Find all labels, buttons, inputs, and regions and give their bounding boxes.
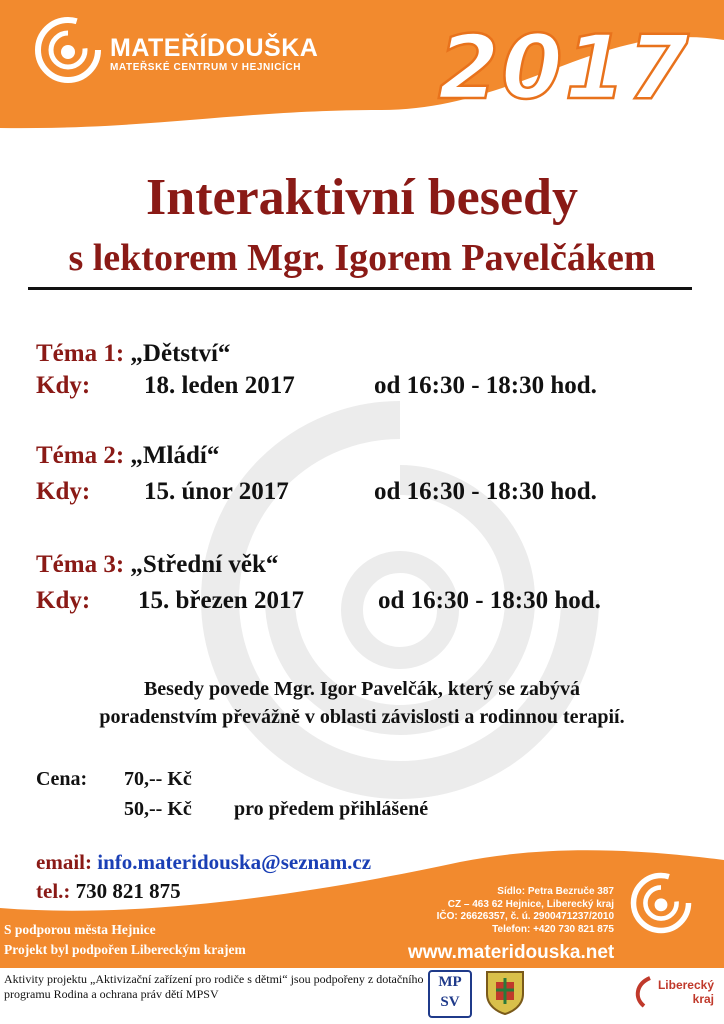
website-link[interactable]: www.materidouska.net bbox=[408, 942, 615, 963]
topic-name: „Střední věk“ bbox=[130, 551, 279, 578]
kraj-swoosh-icon bbox=[630, 976, 656, 1008]
footer-address bbox=[437, 886, 614, 936]
support-region: Projekt byl podpořen Libereckým krajem bbox=[4, 942, 246, 957]
when-label: Kdy: bbox=[36, 587, 91, 614]
description-line-1: Besedy povede Mgr. Igor Pavelčák, který se zabývá bbox=[143, 678, 581, 700]
price-regular: 70,-- Kč bbox=[124, 768, 192, 790]
address-line: CZ – 463 62 Hejnice, Liberecký kraj bbox=[447, 898, 614, 910]
brand-name: MATEŘÍDOUŠKA bbox=[110, 34, 319, 62]
topic-name: „Dětství“ bbox=[130, 340, 231, 367]
topic-2 bbox=[36, 442, 219, 470]
topic-date: 15. březen 2017 bbox=[138, 587, 304, 614]
mpsv-logo-top: MP bbox=[438, 974, 462, 990]
topic-date: 15. únor 2017 bbox=[144, 478, 289, 505]
hejnice-crest-icon bbox=[484, 968, 526, 1016]
when-label: Kdy: bbox=[36, 372, 91, 399]
phone-label: tel.: bbox=[36, 879, 71, 903]
title-divider bbox=[28, 287, 692, 290]
price-reduced: 50,-- Kč bbox=[124, 798, 192, 820]
materidouska-logo-icon bbox=[32, 14, 104, 86]
page-title: Interaktivní besedy bbox=[146, 169, 578, 226]
topic-label: Téma 3: bbox=[36, 551, 125, 578]
funding-note: Aktivity projektu „Aktivizační zařízení pro rodiče s dětmi“ jsou podpořeny z dotačního programu Rodina a ochrana práv dětí MPSV bbox=[4, 972, 424, 1001]
topic-name: „Mládí“ bbox=[130, 442, 220, 469]
topic-1 bbox=[36, 340, 230, 368]
mpsv-logo-bottom: SV bbox=[440, 994, 460, 1010]
topic-time: od 16:30 - 18:30 hod. bbox=[374, 372, 597, 399]
topic-label: Téma 1: bbox=[36, 340, 125, 367]
topic-time: od 16:30 - 18:30 hod. bbox=[378, 587, 601, 614]
phone-row bbox=[36, 879, 181, 904]
page-subtitle: s lektorem Mgr. Igorem Pavelčákem bbox=[68, 237, 656, 279]
materidouska-footer-logo-icon bbox=[628, 870, 694, 936]
price-reduced-note: pro předem přihlášené bbox=[234, 798, 429, 820]
mpsv-logo bbox=[428, 970, 472, 1018]
when-label: Kdy: bbox=[36, 478, 91, 505]
topic-3 bbox=[36, 551, 278, 579]
brand-subtitle: MATEŘSKÉ CENTRUM V HEJNICÍCH bbox=[110, 62, 302, 73]
phone-number: 730 821 875 bbox=[75, 879, 181, 903]
email-link[interactable]: info.materidouska@seznam.cz bbox=[97, 850, 372, 874]
topic-time: od 16:30 - 18:30 hod. bbox=[374, 478, 597, 505]
kraj-logo-line-2: kraj bbox=[692, 992, 714, 1006]
kraj-logo-line-1: Liberecký bbox=[657, 978, 714, 992]
topic-date: 18. leden 2017 bbox=[144, 372, 295, 399]
year-heading: 2017 bbox=[438, 16, 691, 119]
email-label: email: bbox=[36, 850, 92, 874]
email-row bbox=[36, 850, 371, 875]
price-label: Cena: bbox=[36, 768, 88, 790]
topic-label: Téma 2: bbox=[36, 442, 125, 469]
address-line: IČO: 26626357, č. ú. 2900471237/2010 bbox=[436, 911, 614, 922]
address-line: Sídlo: Petra Bezruče 387 bbox=[497, 886, 614, 897]
address-line: Telefon: +420 730 821 875 bbox=[492, 923, 614, 935]
description-line-2: poradenstvím převážně v oblasti závislosti a rodinnou terapií. bbox=[99, 706, 625, 728]
support-town: S podporou města Hejnice bbox=[4, 922, 156, 937]
